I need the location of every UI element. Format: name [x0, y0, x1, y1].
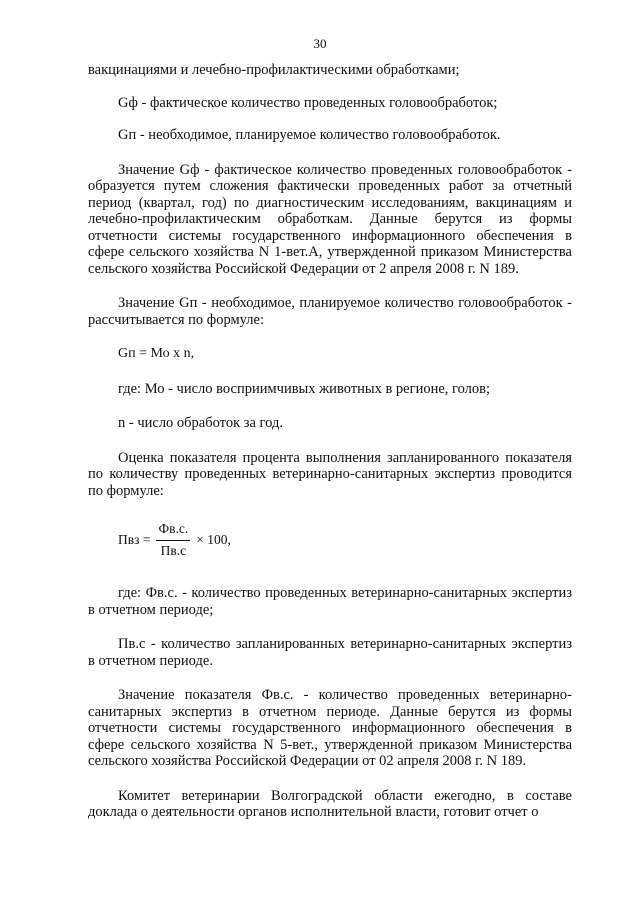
paragraph-gf-value: Значение Gф - фактическое количество проведенных головообработок - образуется путем сложения фактически проведенных работ за отчетный период (квартал, год) по диагностическим исследованиям, вакцинациям и лечебно-профилактическим обработкам. Данные берутся из формы отчетности системы государственного информационного обеспечения в сфере сельского хозяйства N 1-вет.А, утвержденной приказом Министерства сельского хозяйства Российской Федерации от 2 апреля 2008 г. N 189.	[88, 161, 572, 277]
definition-n: n - число обработок за год.	[118, 415, 283, 431]
definition-fvs: где: Фв.с. - количество проведенных ветеринарно-санитарных экспертиз в отчетном периоде;	[88, 585, 572, 618]
paragraph-fvs-value: Значение показателя Фв.с. - количество проведенных ветеринарно-санитарных экспертиз в отчетном периоде. Данные берутся из формы отчетности системы государственного информационного обеспечения в сфере сельского хозяйства N 5-вет., утвержденной приказом Министерства сельского хозяйства Российской Федерации от 02 апреля 2008 г. N 189.	[88, 687, 572, 769]
formula-denominator: Пв.с	[160, 542, 187, 558]
formula-gp: Gп = Мо x n,	[118, 346, 195, 361]
formula-pvz	[118, 521, 572, 559]
definition-gf: Gф - фактическое количество проведенных головообработок;	[118, 94, 498, 111]
paragraph-continuation: вакцинациями и лечебно-профилактическими обработками;	[88, 62, 460, 78]
definition-gp: Gп - необходимое, планируемое количество головообработок.	[118, 127, 501, 143]
formula-rhs: × 100,	[196, 531, 231, 547]
document-body	[88, 62, 572, 821]
definition-pvs: Пв.с - количество запланированных ветеринарно-санитарных экспертиз в отчетном периоде.	[88, 636, 572, 669]
formula-lhs: Пвз =	[118, 531, 151, 547]
paragraph-committee: Комитет ветеринарии Волгоградской области ежегодно, в составе доклада о деятельности органов исполнительной власти, готовит отчет о	[88, 787, 572, 820]
page-number: 30	[313, 36, 327, 51]
formula-fraction	[156, 521, 190, 559]
definition-mo: где: Мо - число восприимчивых животных в регионе, голов;	[118, 380, 491, 397]
paragraph-evaluation: Оценка показателя процента выполнения запланированного показателя по количеству проведенных ветеринарно-санитарных экспертиз проводится по формуле:	[88, 449, 572, 499]
paragraph-gp-value: Значение Gп - необходимое, планируемое количество головообработок - рассчитывается по формуле:	[88, 295, 572, 328]
formula-numerator: Фв.с.	[156, 521, 190, 541]
